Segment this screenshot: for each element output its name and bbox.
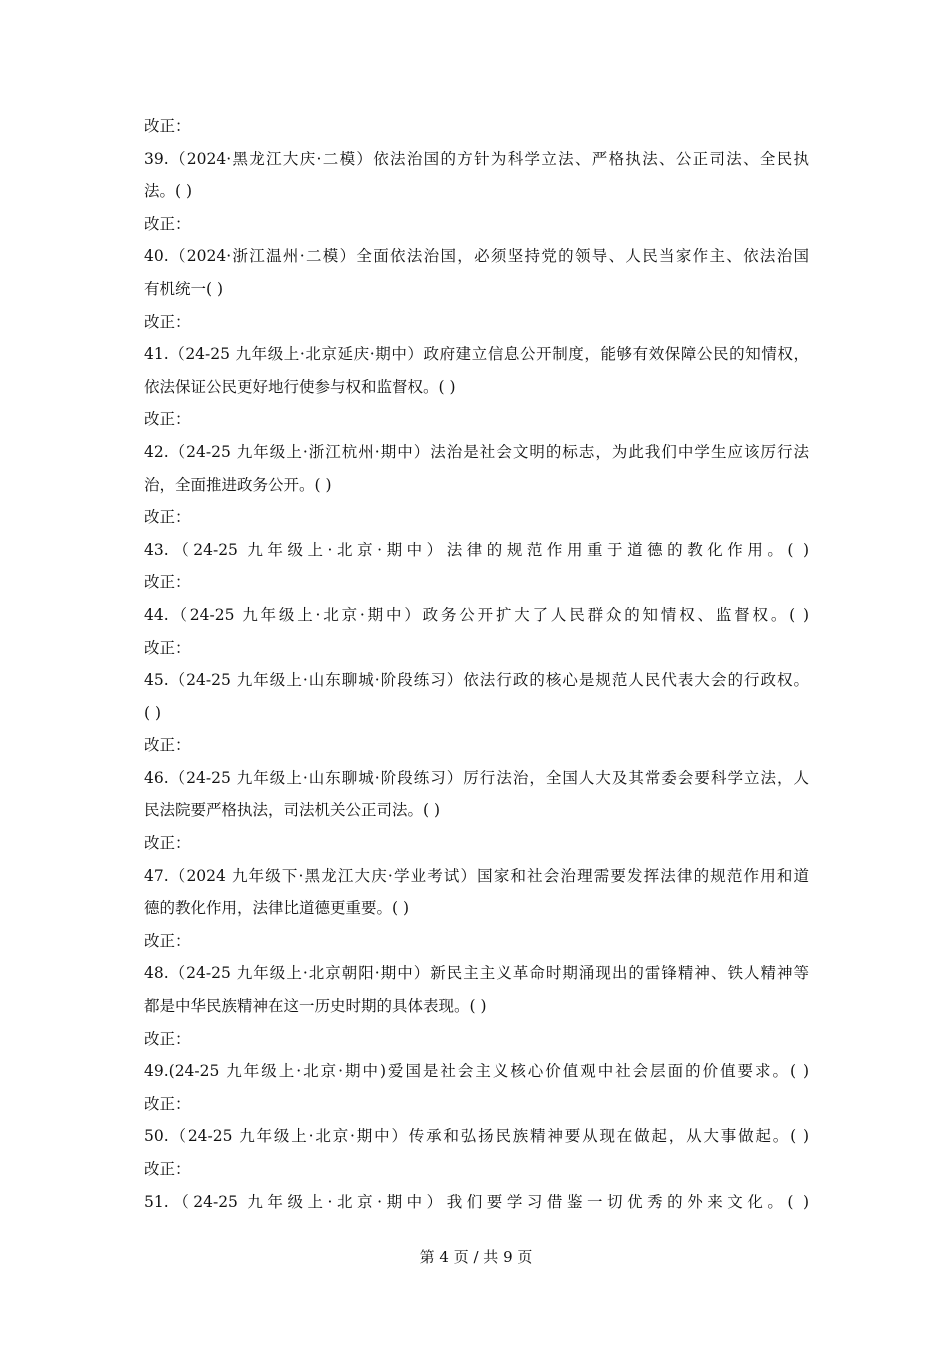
document-body — [144, 113, 809, 1221]
question-48-line: 都是中华民族精神在这一历史时期的具体表现。( ) — [144, 997, 487, 1016]
question-43-line: 43.（24-25 九年级上·北京·期中）法律的规范作用重于道德的教化作用。( ) — [144, 540, 809, 559]
correction-label: 改正： — [144, 931, 191, 950]
correction-label: 改正： — [144, 573, 191, 592]
question-42-line: 治，全面推进政务公开。( ) — [144, 475, 332, 494]
question-41-line: 41.（24-25 九年级上·北京延庆·期中）政府建立信息公开制度，能够有效保障公民的知情权， — [144, 345, 809, 364]
correction-label: 改正： — [144, 736, 191, 755]
question-44-line: 44.（24-25 九年级上·北京·期中）政务公开扩大了人民群众的知情权、监督权。( ) — [144, 605, 809, 624]
correction-label: 改正： — [144, 1160, 191, 1178]
correction-label: 改正： — [144, 1029, 191, 1048]
page-footer: 第 4 页 / 共 9 页 — [419, 1248, 533, 1266]
question-51-line: 51.（24-25 九年级上·北京·期中）我们要学习借鉴一切优秀的外来文化。( ) — [144, 1192, 809, 1211]
question-45-line: 45.（24-25 九年级上·山东聊城·阶段练习）依法行政的核心是规范人民代表大会的行政权。 — [144, 671, 809, 690]
correction-label: 改正： — [144, 508, 191, 527]
question-48-line: 48.（24-25 九年级上·北京朝阳·期中）新民主主义革命时期涌现出的雷锋精神、铁人精神等 — [144, 964, 809, 983]
question-46-line: 46.（24-25 九年级上·山东聊城·阶段练习）厉行法治，全国人大及其常委会要科学立法，人 — [144, 768, 809, 787]
correction-label: 改正： — [144, 410, 191, 429]
question-40-line: 有机统一( ) — [144, 279, 224, 298]
question-39-line: 法。( ) — [144, 182, 193, 201]
question-47-line: 德的教化作用，法律比道德更重要。( ) — [144, 899, 410, 918]
correction-label: 改正： — [144, 638, 191, 657]
question-47-line: 47.（2024 九年级下·黑龙江大庆·学业考试）国家和社会治理需要发挥法律的规范作用和道 — [144, 866, 809, 885]
question-42-line: 42.（24-25 九年级上·浙江杭州·期中）法治是社会文明的标志，为此我们中学生应该厉行法 — [144, 442, 809, 461]
correction-label: 改正： — [144, 117, 191, 135]
question-49-line: 49.(24-25 九年级上·北京·期中)爱国是社会主义核心价值观中社会层面的价值要求。( ) — [144, 1062, 809, 1081]
correction-label: 改正： — [144, 1094, 191, 1113]
question-40-line: 40.（2024·浙江温州·二模）全面依法治国，必须坚持党的领导、人民当家作主、依法治国 — [144, 247, 809, 266]
question-45-line: ( ) — [144, 703, 162, 722]
question-46-line: 民法院要严格执法，司法机关公正司法。( ) — [144, 801, 441, 820]
correction-label: 改正： — [144, 834, 191, 853]
question-41-line: 依法保证公民更好地行使参与权和监督权。( ) — [144, 377, 456, 396]
question-39-line: 39.（2024·黑龙江大庆·二模）依法治国的方针为科学立法、严格执法、公正司法、全民执 — [144, 149, 809, 168]
correction-label: 改正： — [144, 312, 191, 331]
question-50-line: 50.（24-25 九年级上·北京·期中）传承和弘扬民族精神要从现在做起，从大事做起。( ) — [144, 1127, 809, 1146]
correction-label: 改正： — [144, 214, 191, 233]
